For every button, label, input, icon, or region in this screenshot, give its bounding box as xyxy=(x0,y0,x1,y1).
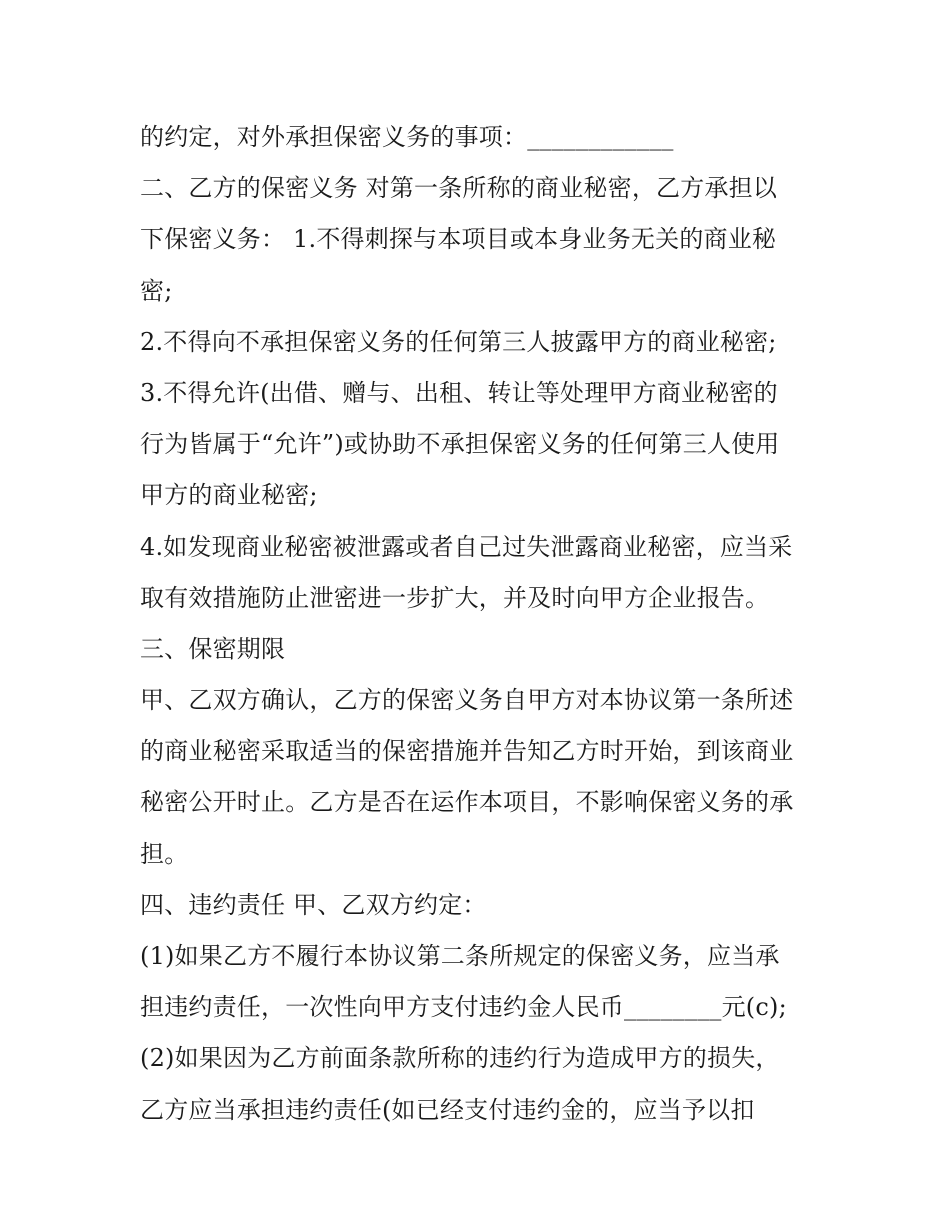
text-line: 取有效措施防止泄密进一步扩大，并及时向甲方企业报告。 xyxy=(140,583,770,612)
list-item: (2)如果因为乙方前面条款所称的违约行为造成甲方的损失， xyxy=(140,1044,780,1073)
text-line: 乙方应当承担违约责任(如已经支付违约金的，应当予以扣 xyxy=(140,1095,755,1124)
text-line: 下保密义务： 1.不得刺探与本项目或本身业务无关的商业秘 xyxy=(140,225,777,254)
document-body xyxy=(140,112,820,1136)
text-line: 秘密公开时止。乙方是否在运作本项目，不影响保密义务的承 xyxy=(140,788,794,817)
text-line: 甲方的商业秘密; xyxy=(140,481,318,510)
text-line: 担。 xyxy=(140,839,189,868)
text-line: 的商业秘密采取适当的保密措施并告知乙方时开始，到该商业 xyxy=(140,737,794,766)
list-item: 4.如发现商业秘密被泄露或者自己过失泄露商业秘密，应当采 xyxy=(140,532,793,561)
list-item: 2.不得向不承担保密义务的任何第三人披露甲方的商业秘密; xyxy=(140,327,777,356)
section-heading-4: 四、违约责任 甲、乙双方约定： xyxy=(140,890,487,919)
text-line: 密; xyxy=(140,276,173,305)
text-line: 行为皆属于“允许”)或协助不承担保密义务的任何第三人使用 xyxy=(140,430,780,459)
text-line: 担违约责任，一次性向甲方支付违约金人民币________元(c); xyxy=(140,993,787,1022)
list-item: 3.不得允许(出借、赠与、出租、转让等处理甲方商业秘密的 xyxy=(140,378,778,407)
text-line: 甲、乙双方确认，乙方的保密义务自甲方对本协议第一条所述 xyxy=(140,686,794,715)
section-heading-3: 三、保密期限 xyxy=(140,634,286,663)
list-item: (1)如果乙方不履行本协议第二条所规定的保密义务，应当承 xyxy=(140,942,780,970)
section-heading-2: 二、乙方的保密义务 对第一条所称的商业秘密，乙方承担以 xyxy=(140,174,778,203)
text-line: 的约定，对外承担保密义务的事项：____________ xyxy=(140,123,674,151)
